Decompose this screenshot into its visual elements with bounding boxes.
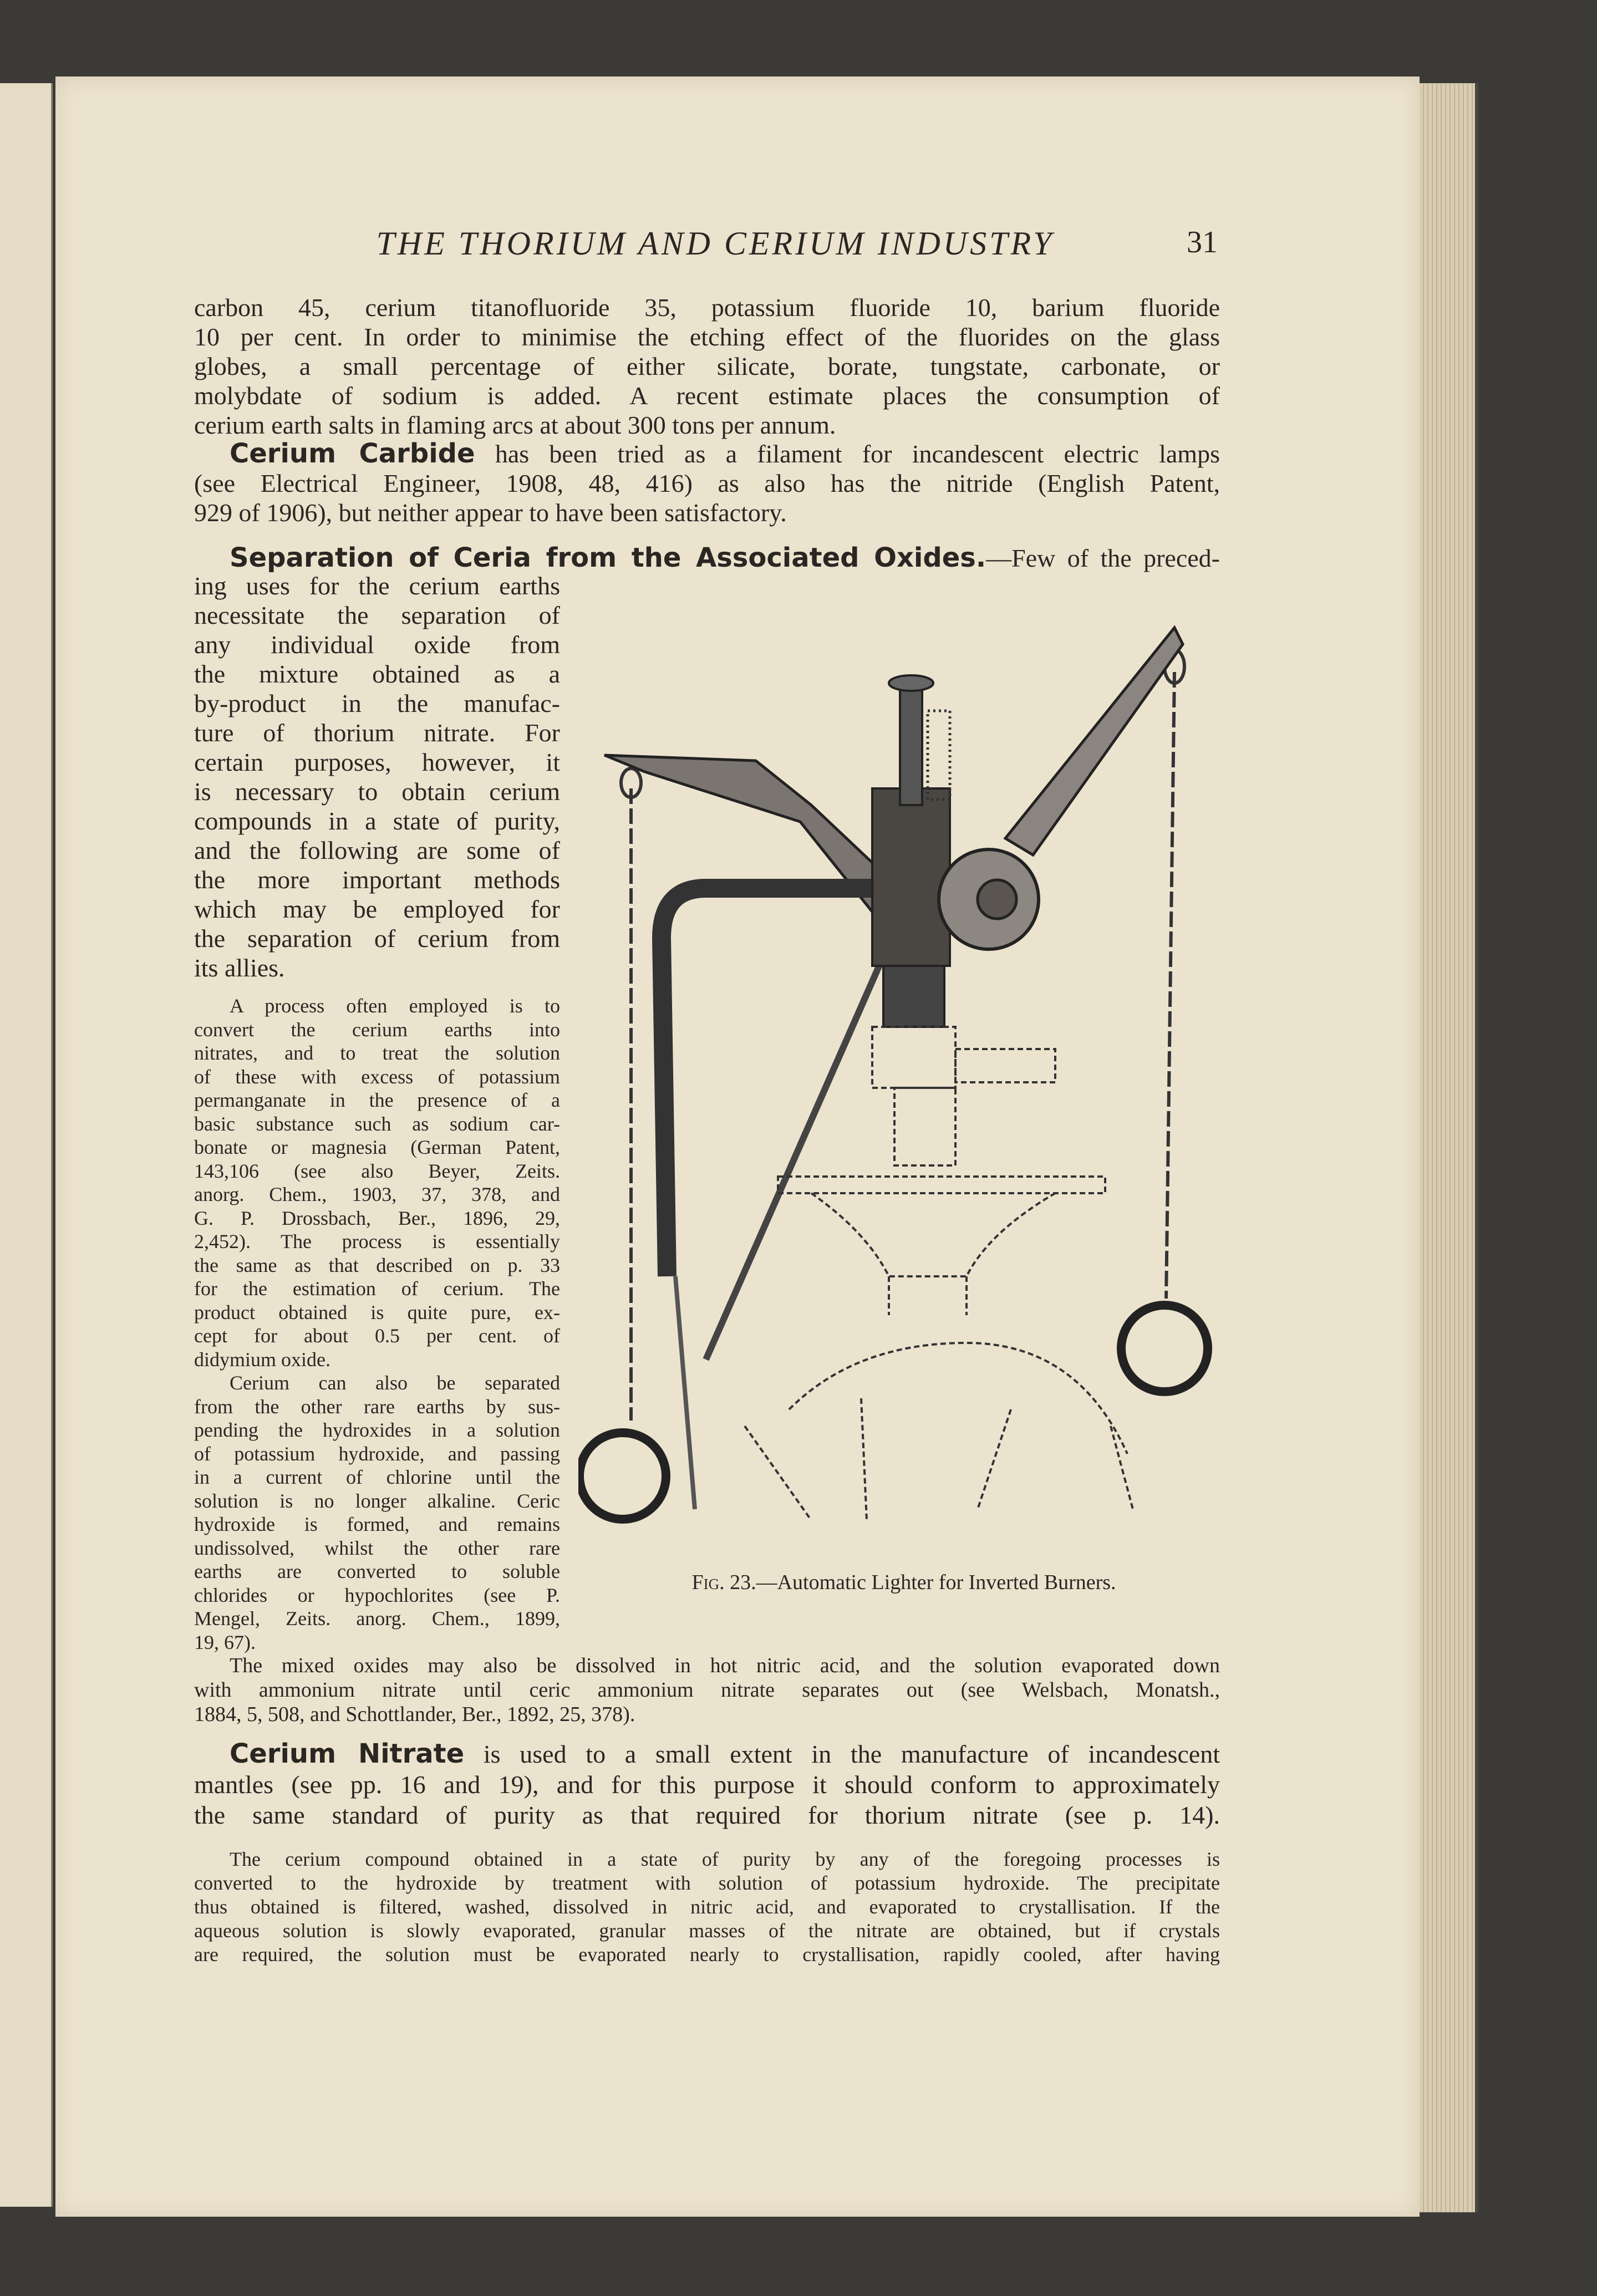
text-line: anorg. Chem., 1903, 37, 378, and (194, 1183, 560, 1205)
text-line: The mixed oxides may also be dissolved in hot nitric acid, and the solution evaporated down (230, 1654, 1220, 1677)
text-line: Mengel, Zeits. anorg. Chem., 1899, (194, 1607, 560, 1630)
paragraph-top (194, 293, 1220, 440)
text-line: cerium earth salts in flaming arcs at about 300 tons per annum. (194, 411, 836, 439)
text-line: of these with excess of potassium (194, 1065, 560, 1088)
text-line: the same standard of purity as that required for thorium nitrate (see p. 14). (194, 1801, 1220, 1829)
small-print-column (194, 994, 560, 1654)
text-line: solution is no longer alkaline. Ceric (194, 1489, 560, 1512)
figure-label: Fig. 23. (691, 1571, 756, 1594)
upper-arm (1005, 628, 1183, 855)
text-line: the separation of cerium from (194, 924, 560, 953)
paragraph-mixed-oxides (194, 1653, 1220, 1727)
text-line: 143,106 (see also Beyer, Zeits. (194, 1159, 560, 1182)
section-heading-cerium-carbide: Cerium Carbide (230, 438, 475, 469)
left-chain (621, 768, 641, 1421)
text-line: chlorides or hypochlorites (see P. (194, 1584, 560, 1606)
paragraph-cerium-nitrate (194, 1739, 1220, 1830)
text-line: aqueous solution is slowly evaporated, granular masses of the nitrate are obtained, but if crystals (194, 1920, 1220, 1942)
burner-outline (745, 1027, 1133, 1520)
mechanism-body (872, 788, 950, 966)
rod (706, 944, 889, 1360)
text-line: the same as that described on p. 33 (194, 1254, 560, 1276)
left-ring (579, 1433, 666, 1519)
text-line: of potassium hydroxide, and passing (194, 1442, 560, 1465)
paragraph-separation (194, 571, 560, 982)
text-line: is used to a small extent in the manufacture of incandescent (464, 1740, 1220, 1768)
text-line: its allies. (194, 954, 285, 982)
text-line: compounds in a state of purity, (194, 807, 560, 835)
text-line: didymium oxide. (194, 1348, 330, 1371)
text-line: any individual oxide from (194, 630, 560, 659)
text-line: convert the cerium earths into (194, 1018, 560, 1041)
text-line: cept for about 0.5 per cent. of (194, 1325, 560, 1347)
text-line: 10 per cent. In order to minimise the etching effect of the fluorides on the glass (194, 323, 1220, 351)
text-line: A process often employed is to (230, 995, 560, 1017)
text-line: are required, the solution must be evaporated nearly to crystallisation, rapidly cooled, after having (194, 1943, 1220, 1966)
text-line: and the following are some of (194, 836, 560, 864)
text-line: G. P. Drossbach, Ber., 1896, 29, (194, 1206, 560, 1229)
text-line: Cerium can also be separated (230, 1372, 560, 1394)
text-line: from the other rare earths by sus- (194, 1395, 560, 1418)
figure-automatic-lighter (578, 622, 1216, 1537)
text-line: —Few of the preced- (986, 544, 1220, 572)
text-line: molybdate of sodium is added. A recent estimate places the consumption of (194, 381, 1220, 410)
text-line: converted to the hydroxide by treatment with solution of potassium hydroxide. The precipitate (194, 1872, 1220, 1894)
text-line: by-product in the manufac- (194, 689, 560, 717)
text-line: 2,452). The process is essentially (194, 1230, 560, 1253)
text-line: bonate or magnesia (German Patent, (194, 1136, 560, 1158)
text-line: carbon 45, cerium titanofluoride 35, potassium fluoride 10, barium fluoride (194, 293, 1220, 322)
facing-page-edge (0, 83, 53, 2207)
text-line: permanganate in the presence of a (194, 1089, 560, 1111)
right-chain (1164, 650, 1184, 1299)
text-line: undissolved, whilst the other rare (194, 1536, 560, 1559)
text-line: necessitate the separation of (194, 601, 560, 629)
text-line: the mixture obtained as a (194, 660, 560, 688)
figure-caption (610, 1570, 1198, 1595)
text-line: The cerium compound obtained in a state of purity by any of the foregoing processes is (230, 1848, 1220, 1870)
page-number: 31 (1187, 225, 1218, 259)
paragraph-cerium-carbide (194, 439, 1220, 527)
right-ring (1121, 1305, 1208, 1392)
running-title: THE THORIUM AND CERIUM INDUSTRY (376, 225, 1055, 262)
text-line: 1884, 5, 508, and Schottlander, Ber., 1892, 25, 378). (194, 1703, 635, 1726)
text-line: pending the hydroxides in a solution (194, 1419, 560, 1441)
paragraph-final (194, 1847, 1220, 1967)
section-heading-separation: Separation of Ceria from the Associated Oxides. (230, 542, 986, 573)
text-line: basic substance such as sodium car- (194, 1112, 560, 1135)
text-line: product obtained is quite pure, ex- (194, 1301, 560, 1323)
text-line: with ammonium nitrate until ceric ammonium nitrate separates out (see Welsbach, Monatsh., (194, 1678, 1220, 1702)
section-heading-cerium-nitrate: Cerium Nitrate (230, 1738, 465, 1769)
text-line: ing uses for the cerium earths (194, 572, 560, 600)
text-line: in a current of chlorine until the (194, 1466, 560, 1488)
text-line: is necessary to obtain cerium (194, 777, 560, 806)
text-line: certain purposes, however, it (194, 748, 560, 776)
text-line: globes, a small percentage of either silicate, borate, tungstate, carbonate, or (194, 352, 1220, 380)
text-line: thus obtained is filtered, washed, dissolved in nitric acid, and evaporated to crystallisation. If the (194, 1896, 1220, 1918)
text-line: 929 of 1906), but neither appear to have been satisfactory. (194, 498, 787, 527)
text-line: for the estimation of cerium. The (194, 1277, 560, 1300)
text-line: hydroxide is formed, and remains (194, 1513, 560, 1535)
page-stack-edge (1420, 83, 1478, 2212)
text-line: (see Electrical Engineer, 1908, 48, 416) as also has the nitride (English Patent, (194, 469, 1220, 497)
text-line: the more important methods (194, 866, 560, 894)
text-line: which may be employed for (194, 895, 560, 923)
text-line: 19, 67). (194, 1631, 256, 1653)
spring (928, 711, 950, 800)
text-line: mantles (see pp. 16 and 19), and for this purpose it should conform to approximately (194, 1770, 1220, 1799)
text-line: nitrates, and to treat the solution (194, 1042, 560, 1064)
text-line: has been tried as a filament for incandescent electric lamps (475, 440, 1220, 468)
separation-heading-line (194, 543, 1220, 573)
text-line: ture of thorium nitrate. For (194, 719, 560, 747)
figure-caption-text: —Automatic Lighter for Inverted Burners. (756, 1571, 1116, 1594)
text-line: earths are converted to soluble (194, 1560, 560, 1582)
